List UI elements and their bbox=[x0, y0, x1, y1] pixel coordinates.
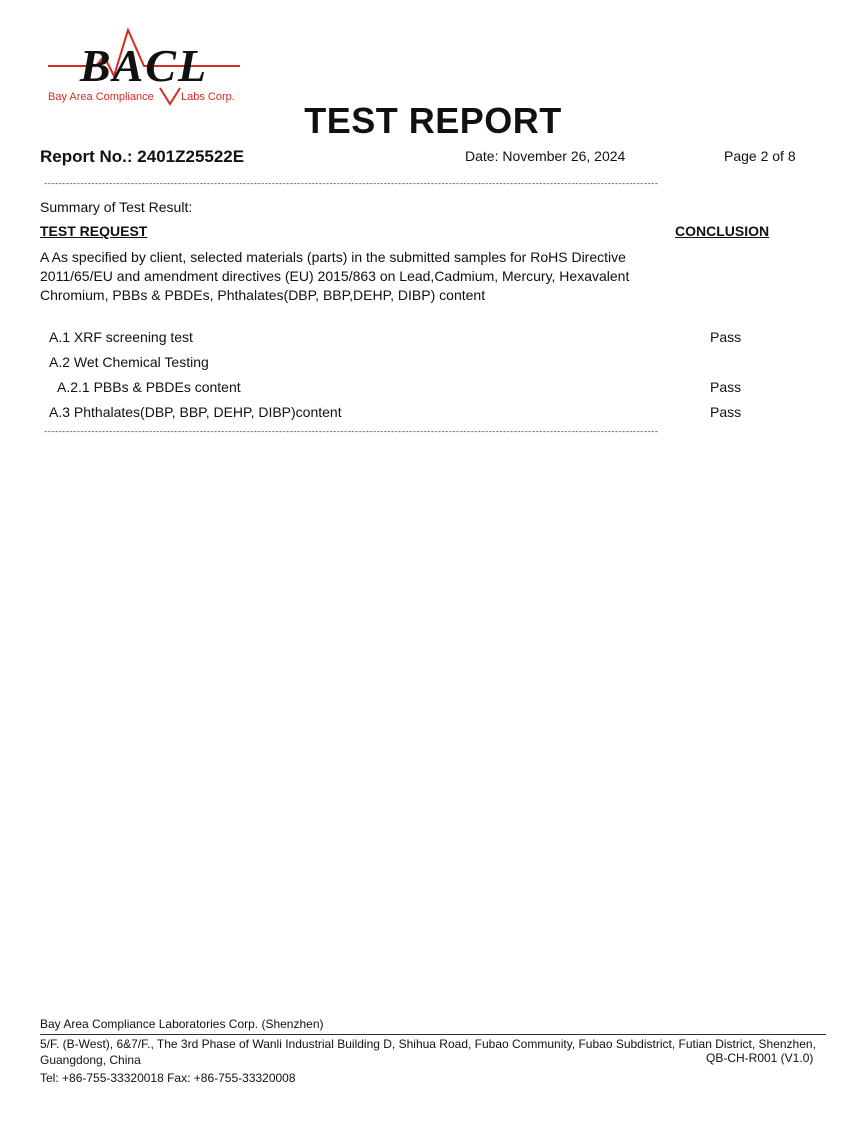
logo-subtitle-left: Bay Area Compliance bbox=[48, 91, 154, 103]
test-item-a2-1: A.2.1 PBBs & PBDEs content bbox=[57, 379, 241, 395]
test-item-a3: A.3 Phthalates(DBP, BBP, DEHP, DIBP)content bbox=[49, 404, 342, 420]
result-a1: Pass bbox=[710, 329, 742, 345]
summary-heading: Summary of Test Result: bbox=[40, 199, 193, 215]
test-item-a1: A.1 XRF screening test bbox=[49, 329, 193, 345]
separator-top: ************************************************************************************************************************************************************************** bbox=[44, 183, 659, 187]
form-code: QB-CH-R001 (V1.0) bbox=[706, 1051, 814, 1065]
result-a3: Pass bbox=[710, 404, 742, 420]
footer-company: Bay Area Compliance Laboratories Corp. (Shenzhen) bbox=[40, 1017, 324, 1031]
company-logo bbox=[44, 26, 244, 110]
test-request-header: TEST REQUEST bbox=[40, 223, 148, 239]
footer-contact: Tel: +86-755-33320018 Fax: +86-755-33320008 bbox=[40, 1071, 296, 1085]
report-number-value: 2401Z25522E bbox=[137, 147, 245, 166]
report-number bbox=[40, 147, 244, 167]
test-item-a2: A.2 Wet Chemical Testing bbox=[49, 354, 209, 370]
logo-wordmark: BACL bbox=[79, 40, 209, 91]
request-a-description: A As specified by client, selected materials (parts) in the submitted samples for RoHS Directive 2011/65/EU and amendment directives (EU) 2015/863 on Lead,Cadmium, Mercury, Hexavalent Chromium, PBBs & PBDEs, Phthalates(DBP, BBP,DEHP, DIBP) content bbox=[40, 249, 630, 303]
footer-divider bbox=[40, 1034, 826, 1035]
page-title: TEST REPORT bbox=[304, 100, 562, 141]
result-a2-1: Pass bbox=[710, 379, 742, 395]
report-number-label: Report No.: bbox=[40, 147, 133, 166]
conclusion-header: CONCLUSION bbox=[675, 223, 770, 239]
footer-address: 5/F. (B-West), 6&7/F., The 3rd Phase of Wanli Industrial Building D, Shihua Road, Fubao Community, Fubao Subdistrict, Futian District, Shenzhen, Guangdong, China bbox=[40, 1037, 816, 1067]
page-number: Page 2 of 8 bbox=[724, 148, 796, 164]
report-date: Date: November 26, 2024 bbox=[465, 148, 626, 164]
logo-subtitle-right: Labs Corp. bbox=[181, 91, 235, 103]
separator-bottom: ************************************************************************************************************************************************************************** bbox=[44, 431, 659, 435]
